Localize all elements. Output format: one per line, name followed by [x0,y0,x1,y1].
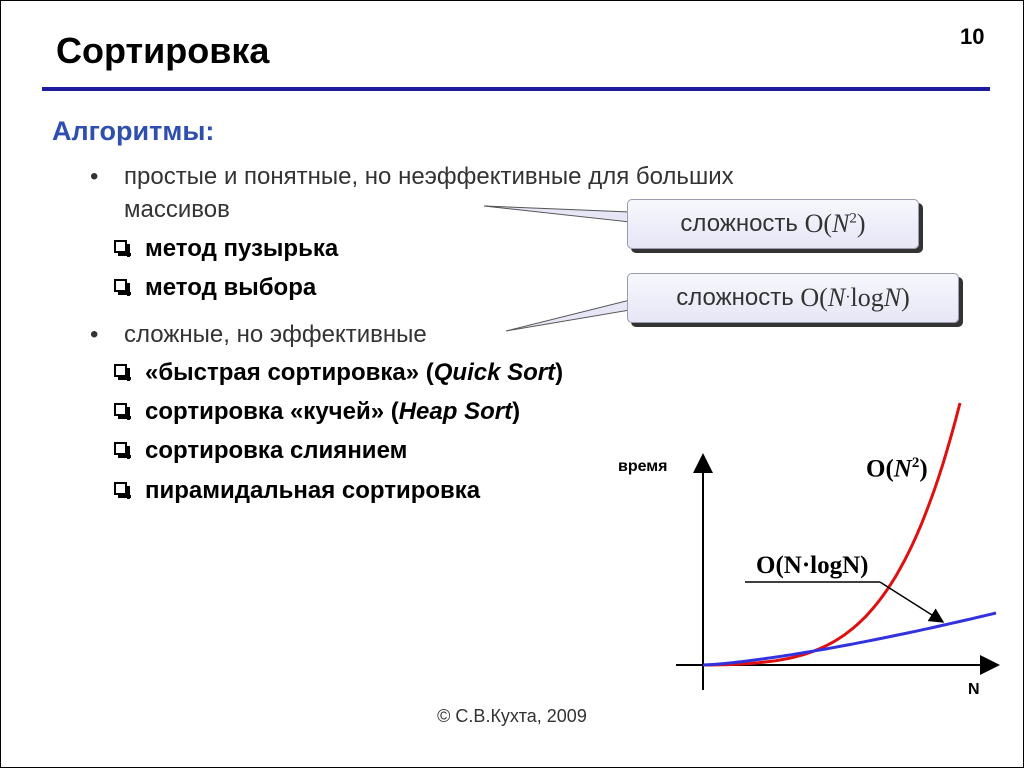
formula-close: ) [901,283,910,312]
list-item-italic: Quick Sort [433,359,556,386]
list-item-text: метод пузырька [145,235,339,262]
formula-n: N [827,283,846,312]
bullet-simple-line1: простые и понятные, но неэффективные для больших [124,163,734,190]
x-axis-label: N [968,681,980,698]
y-axis-label: время [618,458,668,475]
slide-title: Сортировка [56,30,270,71]
callout2-pointer [506,300,630,331]
list-item-text: сортировка слиянием [145,437,408,464]
formula-dot: · [845,289,851,306]
list-item-close: ) [555,359,564,386]
bullet-complex-text: сложные, но эффективные [124,321,427,348]
list-item-close: ) [512,398,521,425]
curve-nlogn [703,613,996,665]
formula-o: O( [804,209,833,238]
nlogn-label-arrow-head [880,582,943,622]
formula-n: N [832,209,850,238]
curve-n2 [703,403,960,665]
label-o: O( [866,455,894,483]
list-item-text: «быстрая сортировка» ( [145,359,434,386]
formula-close: ) [856,209,866,238]
formula-o: O( [800,283,828,312]
list-item-italic: Heap Sort [398,398,513,425]
copyright-footer: © С.В.Кухта, 2009 [437,706,587,726]
list-item-text: пирамидальная сортировка [145,477,481,504]
callout-nlogn [627,273,959,323]
label-exp: 2 [911,455,920,471]
page-number: 10 [960,24,985,49]
list-item-text: метод выбора [145,274,317,301]
callout1-pointer [484,206,630,222]
formula-log: log [850,283,884,312]
callout-label: сложность [676,284,794,311]
bullet-dot: • [90,321,99,348]
formula-exp: 2 [849,210,857,227]
formula-n: N [883,283,902,312]
bullet-dot: • [90,163,99,190]
callout-label: сложность [680,210,798,237]
curve-n2-label [866,455,928,483]
label-close: ) [919,455,928,483]
section-heading: Алгоритмы: [52,116,215,146]
bullet-simple-line2: массивов [124,196,230,223]
callout-n2 [627,199,919,249]
label-n: N [893,455,912,483]
list-item-text: сортировка «кучей» ( [145,398,399,425]
curve-nlogn-label: O(N·logN) [756,552,869,579]
